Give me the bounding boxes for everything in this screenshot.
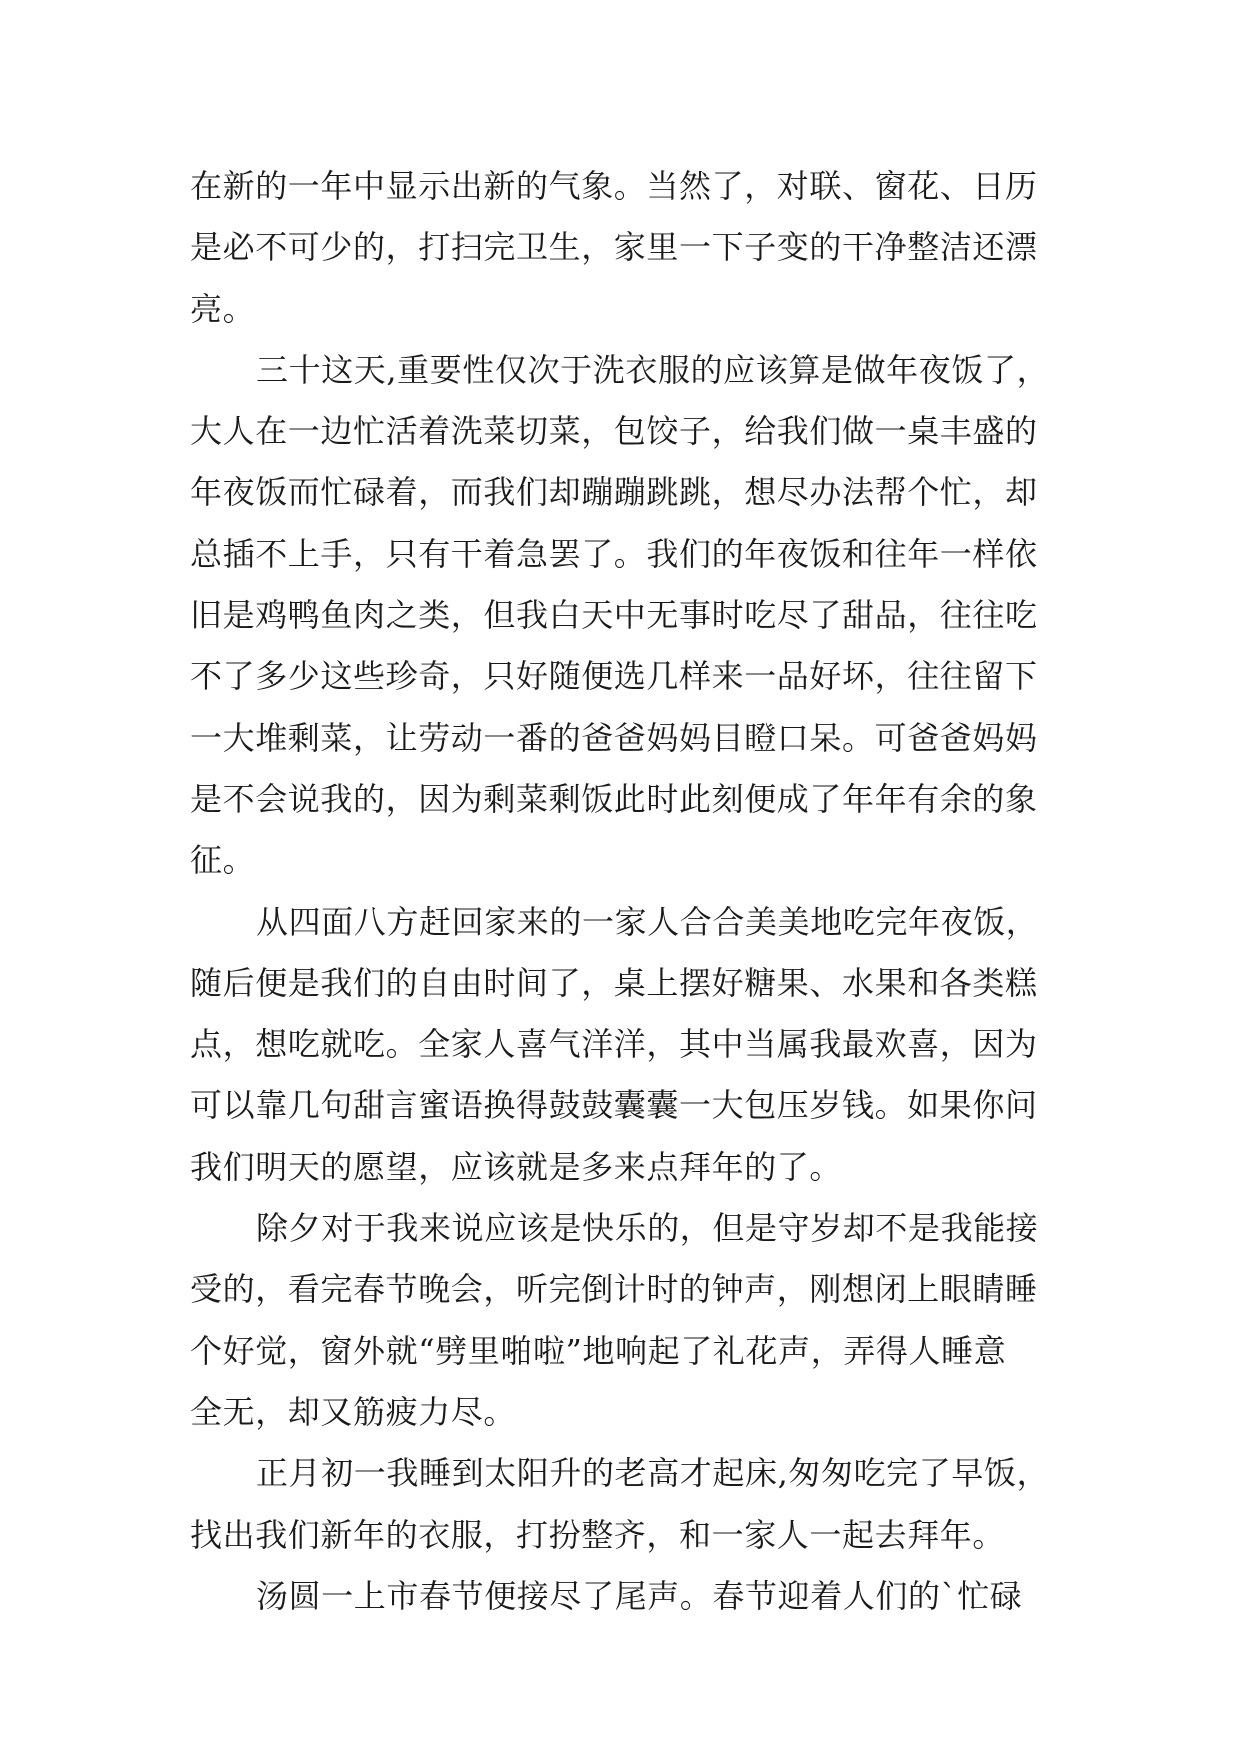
text-line: 个好觉，窗外就“劈里啪啦”地响起了礼花声，弄得人睡意 bbox=[190, 1331, 1007, 1370]
text-line: 全无，却又筋疲力尽。 bbox=[190, 1392, 517, 1431]
paragraph-first-line: 汤圆一上市春节便接尽了尾声。春节迎着人们的`忙碌 bbox=[256, 1576, 1023, 1615]
paragraph-first-line: 三十这天,重要性仅次于洗衣服的应该算是做年夜饭了， bbox=[256, 350, 1050, 389]
paragraph-first-line: 正月初一我睡到太阳升的老高才起床,匆匆吃完了早饭， bbox=[256, 1454, 1050, 1493]
paragraph-first-line: 除夕对于我来说应该是快乐的，但是守岁却不是我能接 bbox=[256, 1209, 1039, 1248]
text-line: 亮。 bbox=[190, 289, 256, 328]
text-line: 一大堆剩菜，让劳动一番的爸爸妈妈目瞪口呆。可爸爸妈妈 bbox=[190, 718, 1038, 757]
text-line: 旧是鸡鸭鱼肉之类，但我白天中无事时吃尽了甜品，往往吃 bbox=[190, 596, 1038, 635]
text-line: 大人在一边忙活着洗菜切菜，包饺子，给我们做一桌丰盛的 bbox=[190, 412, 1038, 451]
text-line: 是不会说我的，因为剩菜剩饭此时此刻便成了年年有余的象 bbox=[190, 779, 1038, 818]
text-line: 点，想吃就吃。全家人喜气洋洋，其中当属我最欢喜，因为 bbox=[190, 1025, 1038, 1064]
text-line: 征。 bbox=[190, 841, 256, 880]
body-text bbox=[190, 156, 1070, 1627]
text-line: 受的，看完春节晚会，听完倒计时的钟声，刚想闭上眼睛睡 bbox=[190, 1270, 1038, 1309]
text-line: 可以靠几句甜言蜜语换得鼓鼓囊囊一大包压岁钱。如果你问 bbox=[190, 1086, 1038, 1125]
text-line: 是必不可少的，打扫完卫生，家里一下子变的干净整洁还漂 bbox=[190, 228, 1038, 267]
text-line: 在新的一年中显示出新的气象。当然了，对联、窗花、日历 bbox=[190, 167, 1038, 205]
text-line: 年夜饭而忙碌着，而我们却蹦蹦跳跳，想尽办法帮个忙，却 bbox=[190, 473, 1038, 512]
text-line: 随后便是我们的自由时间了，桌上摆好糖果、水果和各类糕 bbox=[190, 963, 1038, 1002]
text-line: 找出我们新年的衣服，打扮整齐，和一家人一起去拜年。 bbox=[190, 1515, 1006, 1554]
text-line: 我们明天的愿望，应该就是多来点拜年的了。 bbox=[190, 1147, 843, 1186]
text-line: 总插不上手，只有干着急罢了。我们的年夜饭和往年一样依 bbox=[190, 534, 1038, 573]
text-line: 不了多少这些珍奇，只好随便选几样来一品好坏，往往留下 bbox=[190, 657, 1038, 696]
paragraph-first-line: 从四面八方赶回家来的一家人合合美美地吃完年夜饭， bbox=[256, 902, 1039, 941]
